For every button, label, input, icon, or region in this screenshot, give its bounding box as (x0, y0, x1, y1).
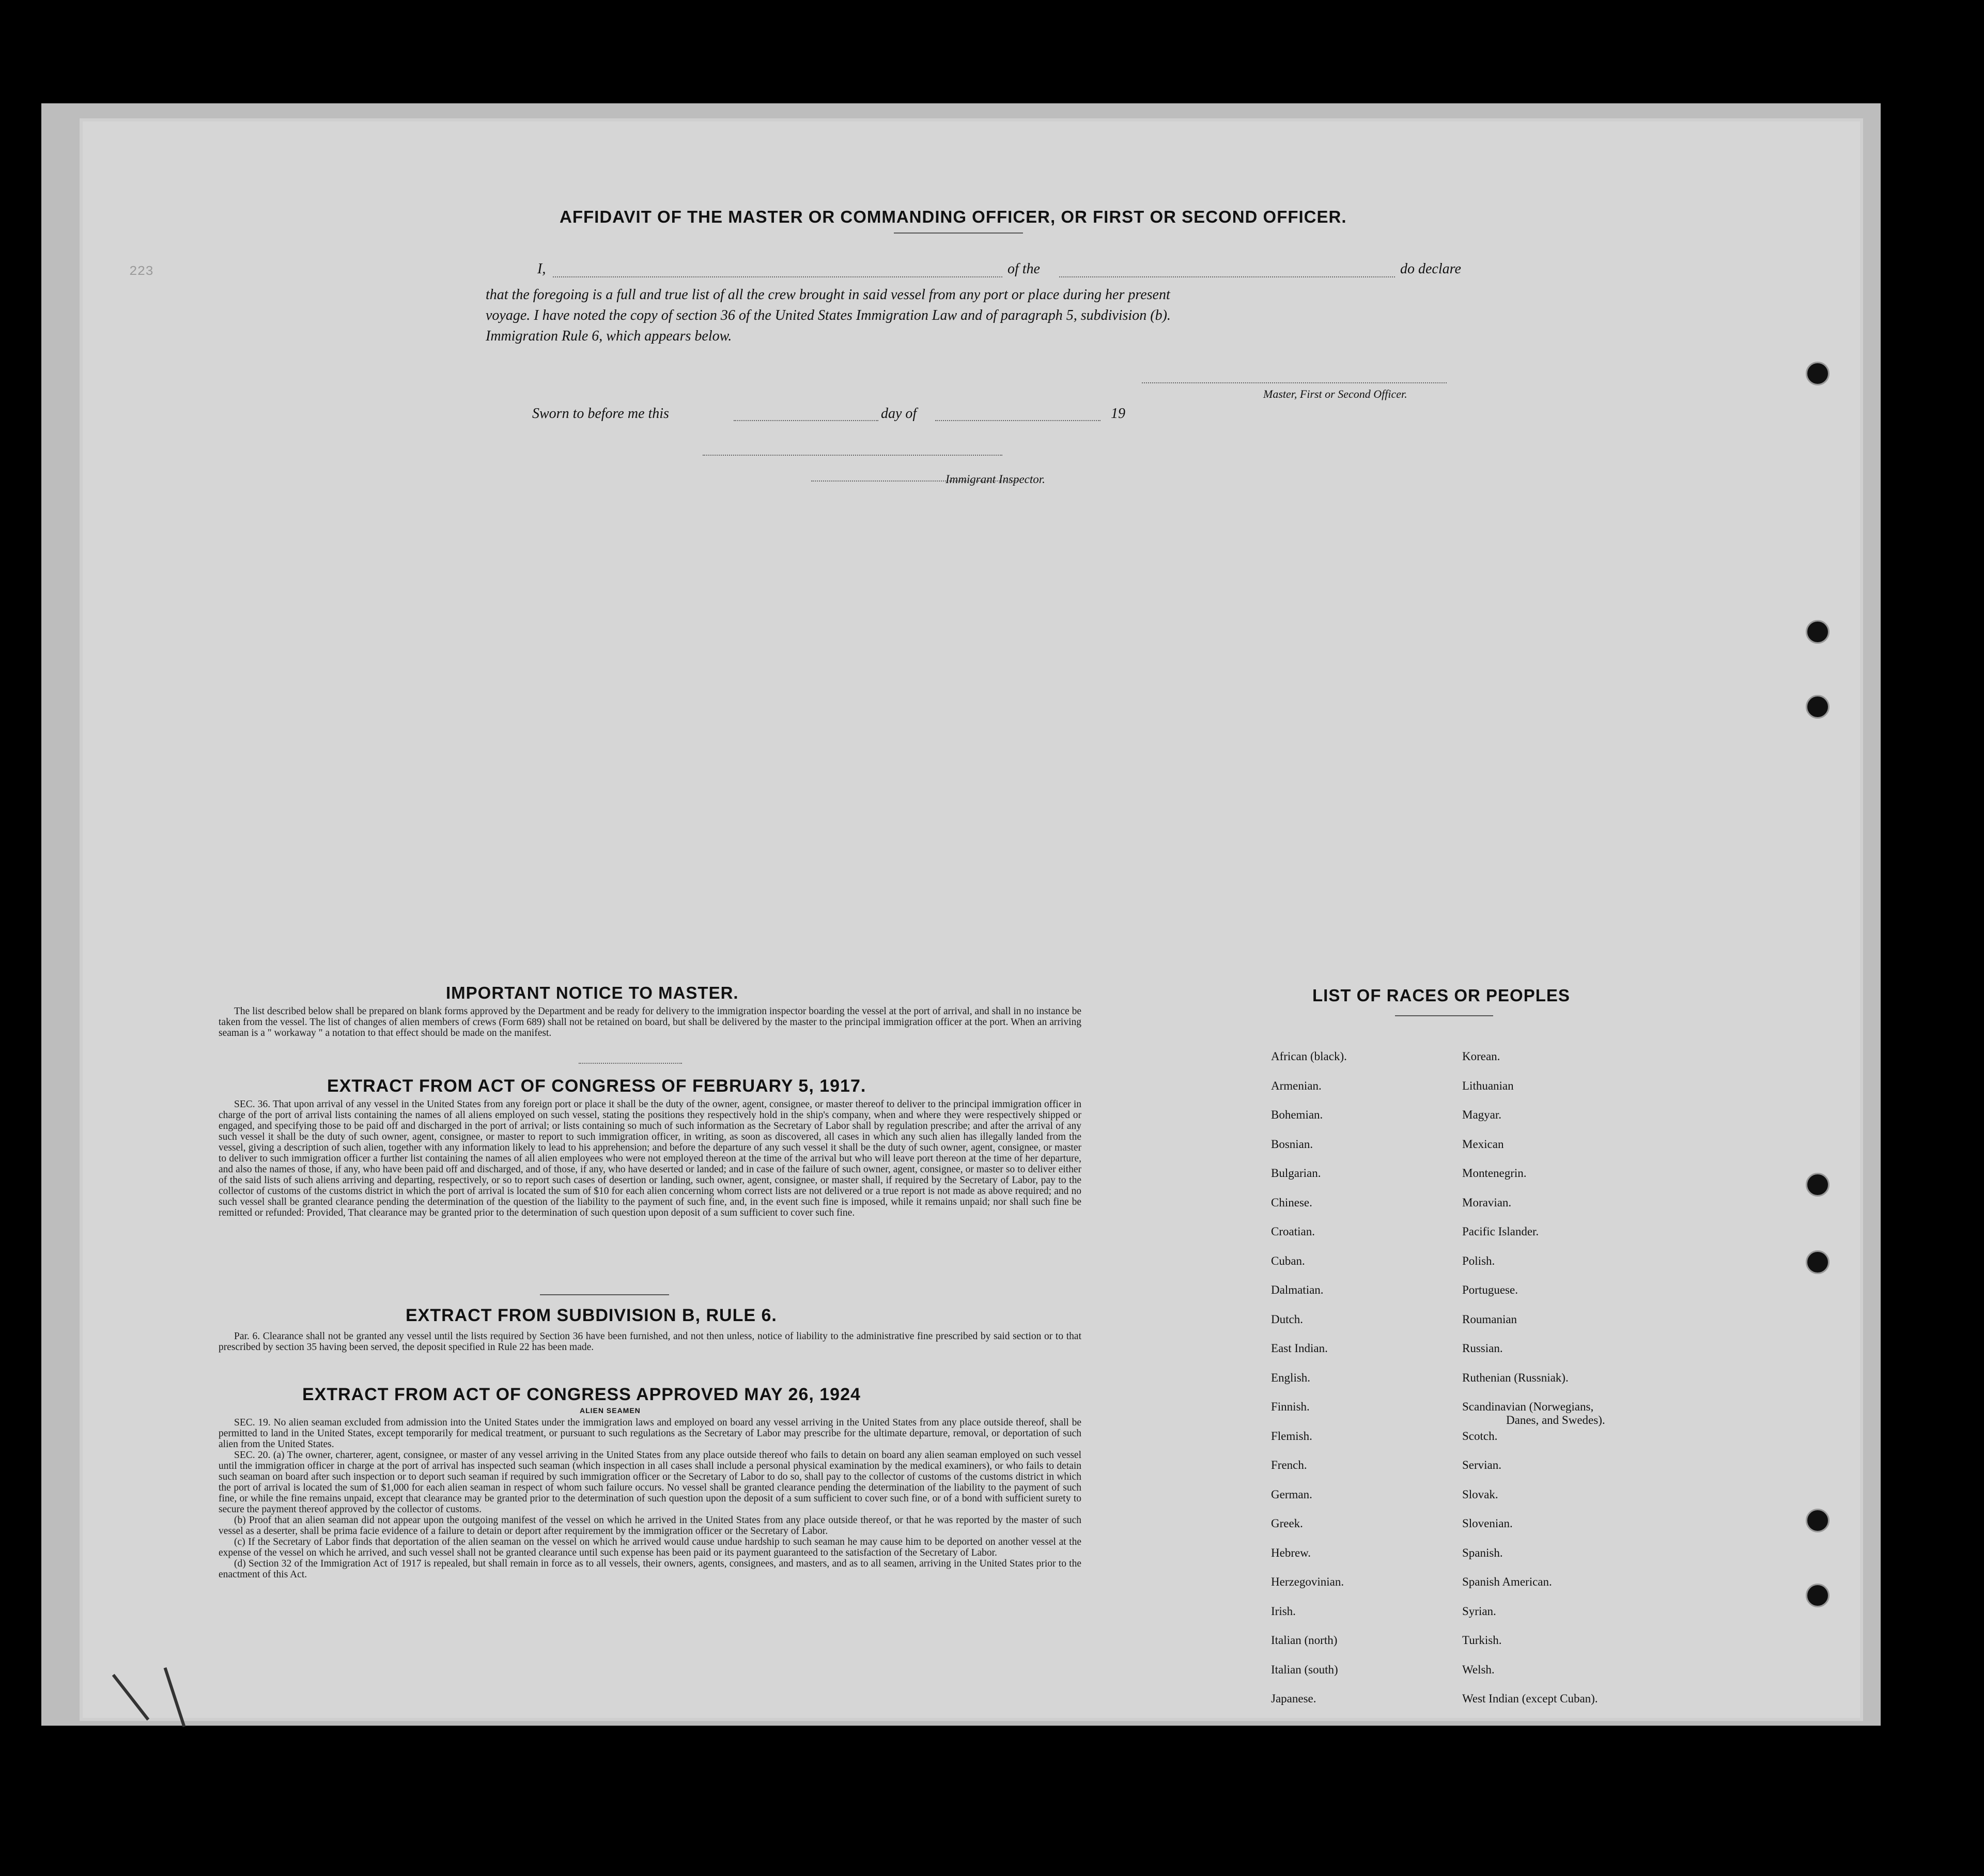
master-name-line[interactable] (553, 276, 1002, 277)
race-item: Ruthenian (Russniak). (1462, 1371, 1569, 1384)
extract-rule6-title: EXTRACT FROM SUBDIVISION B, RULE 6. (406, 1306, 777, 1325)
document-page (83, 121, 1860, 1718)
vessel-name-line[interactable] (1059, 276, 1395, 277)
notice-text: The list described below shall be prepared on blank forms approved by the Department and be ready for delivery to the immigration inspector boarding the vessel at the port of arrival, and shall in no instance be taken from the vessel. The list of changes of alien members of crews (Form 689) shall not be retained on board, but shall be delivered by the master to the principal immigration officer at the port. When an arriving seaman is a " workaway " a notation to that effect should be made on the manifest. (219, 1006, 1081, 1038)
race-item: Armenian. (1271, 1079, 1322, 1092)
race-item-continuation: Danes, and Swedes). (1506, 1414, 1605, 1427)
affidavit-of-the-label: of the (1008, 261, 1040, 277)
race-item: English. (1271, 1371, 1311, 1384)
race-item: German. (1271, 1487, 1312, 1501)
race-item: Magyar. (1462, 1108, 1502, 1121)
race-item: Chinese. (1271, 1196, 1312, 1209)
race-item: Russian. (1462, 1342, 1503, 1355)
extract-1924-text: SEC. 19. No alien seaman excluded from admission into the United States under the immigration laws and employed on board any vessel arriving in the United States from any place outside thereof, shall be permitted to land in the United States, except temporarily for medical treatment, or pursuant to such regulations as the Secretary of Labor may prescribe for the ultimate departure, removal, or deportation of such alien from the United States. SEC. 20. (a) The owner, charterer, agent, consignee, or master of any vessel arriving in the United States from any place outside thereof who fails to detain on board any alien seaman employed on such vessel until the immigration officer in charge at the port of arrival has inspected such seaman (which inspection in all cases shall include a personal physical examination by the medical examiners), or who fails to detain such seaman on board after such inspection or to deport such seaman if required by such immigration officer or the Secretary of Labor to do so, shall pay to the collector of customs of the customs district in which the port of arrival is located the sum of $1,000 for each alien seaman in respect of whom such failure occurs. No vessel shall be granted clearance pending the determination of the liability to the payment of such fine, or while the fine remains unpaid, except that clearance may be granted prior to the determination of such question upon the deposit of a sum sufficient to cover such fine, or of a bond with sufficient surety to secure the payment thereof approved by the collector of customs. (b) Proof that an alien seaman did not appear upon the outgoing manifest of the vessel on which he arrived in the United States from any place outside thereof, or that he was reported by the master of such vessel as a deserter, shall be prima facie evidence of a failure to detain or deport after requirement by the immigration officer or the Secretary of Labor. (c) If the Secretary of Labor finds that deportation of the alien seaman on the vessel on which he arrived would cause undue hardship to such seaman he may cause him to be deported on another vessel at the expense of the vessel on which he arrived, and such vessel shall not be granted clearance until such expense has been paid or its payment guaranteed to the satisfaction of the Secretary of Labor. (d) Section 32 of the Immigration Act of 1917 is repealed, but shall remain in force as to all vessels, their owners, agents, consignees, and masters, and as to all seamen, arriving in the United States prior to the enactment of this Act. (219, 1417, 1081, 1580)
affidavit-statement-1: that the foregoing is a full and true list of all the crew brought in said vessel from any port or place during her present (486, 287, 1170, 303)
race-item: Polish. (1462, 1254, 1495, 1267)
race-item: Spanish. (1462, 1546, 1503, 1559)
sworn-label: Sworn to before me this (532, 406, 669, 422)
race-item: Irish. (1271, 1604, 1296, 1618)
sworn-month-line[interactable] (935, 420, 1100, 421)
race-item: Spanish American. (1462, 1575, 1552, 1588)
race-item: Croatian. (1271, 1225, 1315, 1238)
race-item: Scandinavian (Norwegians, (1462, 1400, 1594, 1413)
punch-hole-icon (1806, 1509, 1830, 1532)
race-item: Herzegovinian. (1271, 1575, 1344, 1588)
year-prefix: 19 (1111, 406, 1125, 422)
extract-rule6-text: Par. 6. Clearance shall not be granted any vessel until the lists required by Section 36 have been furnished, and not then unless, notice of liability to the administrative fine prescribed by said section or to that prescribed by section 35 having been served, the deposit specified in Rule 22 has been made. (219, 1331, 1081, 1353)
inspector-signature-line[interactable] (703, 455, 1002, 456)
punch-hole-icon (1806, 1173, 1830, 1197)
race-item: Italian (south) (1271, 1663, 1338, 1676)
races-title: LIST OF RACES OR PEOPLES (1312, 986, 1570, 1005)
extract-1917-title: EXTRACT FROM ACT OF CONGRESS OF FEBRUARY 5, 1917. (327, 1076, 866, 1096)
race-item: Bulgarian. (1271, 1167, 1321, 1180)
notice-separator (579, 1063, 682, 1064)
punch-hole-icon (1806, 620, 1830, 644)
race-item: African (black). (1271, 1050, 1347, 1063)
race-item: Slovak. (1462, 1487, 1498, 1501)
race-item: Montenegrin. (1462, 1167, 1527, 1180)
races-left-column (1271, 1042, 1347, 1714)
extract-1917-text: SEC. 36. That upon arrival of any vessel in the United States from any foreign port or place it shall be the duty of the owner, agent, consignee, or master thereof to deliver to the principal immigration officer in charge of the port of arrival lists containing the names of all aliens employed on such vessel, stating the positions they respectively hold in the ship's company, when and where they were respectively shipped or engaged, and specifying those to be paid off and discharged in the port of arrival; or lists containing so much of such information as the Secretary of Labor shall by regulation prescribe; and after the arrival of any such vessel it shall be the duty of such owner, agent, consignee, or master to report to such immigration officer, in writing, as soon as discovered, all cases in which any such alien has illegally landed from the vessel, giving a description of such alien, together with any information likely to lead to his apprehension; and before the departure of any such vessel it shall be the duty of such owner, agent, consignee, or master to deliver to such immigration officer a further list containing the names of all alien employees who were not employed thereon at the time of the arrival but who will leave port thereon at the time of her departure, and also the names of those, if any, who have been paid off and discharged, and of those, if any, who have deserted or landed; and in case of the failure of such owner, agent, consignee, or master so to deliver either of the said lists of such aliens arriving and departing, respectively, or so to report such cases of desertion or landing, such owner, agent, consignee, or master shall, if required by the Secretary of Labor, pay to the collector of customs of the customs district in which the port of arrival is located the sum of $10 for each alien concerning whom correct lists are not delivered or a true report is not made as above required; and no such vessel shall be granted clearance pending the determination of the question of the liability to the payment of such fine, and, in the event such fine is imposed, while it remains unpaid; nor shall such fine be remitted or refunded: Provided, That clearance may be granted prior to the determination of such question upon deposit of a sum sufficient to cover such fine. (219, 1099, 1081, 1218)
race-item: Cuban. (1271, 1254, 1305, 1267)
race-item: Japanese. (1271, 1692, 1316, 1705)
punch-hole-icon (1806, 1250, 1830, 1274)
race-item: Roumanian (1462, 1312, 1517, 1326)
race-item: Servian. (1462, 1459, 1502, 1471)
race-item: Finnish. (1271, 1400, 1310, 1413)
race-item: Turkish. (1462, 1634, 1502, 1647)
race-item: Bosnian. (1271, 1137, 1313, 1151)
title-rule (894, 232, 1023, 234)
extract-1924-title: EXTRACT FROM ACT OF CONGRESS APPROVED MAY 26, 1924 (302, 1385, 861, 1404)
race-item: West Indian (except Cuban). (1462, 1692, 1598, 1705)
handwritten-mark (112, 1674, 149, 1720)
race-item: Scotch. (1462, 1429, 1498, 1443)
races-rule (1395, 1015, 1493, 1016)
affidavit-statement-3: Immigration Rule 6, which appears below. (486, 328, 732, 344)
signature-line[interactable] (1142, 382, 1447, 383)
races-right-column (1462, 1042, 1598, 1714)
race-item: Bohemian. (1271, 1108, 1323, 1121)
affidavit-i-label: I, (537, 261, 546, 277)
race-item: Slovenian. (1462, 1517, 1513, 1530)
day-of-label: day of (881, 406, 917, 422)
page-number: 223 (129, 263, 153, 279)
race-item: Flemish. (1271, 1429, 1312, 1443)
race-item: Mexican (1462, 1137, 1504, 1151)
notice-title: IMPORTANT NOTICE TO MASTER. (446, 983, 739, 1002)
race-item: Moravian. (1462, 1196, 1512, 1209)
race-item: Greek. (1271, 1517, 1303, 1530)
extract-1924-subtitle: ALIEN SEAMEN (580, 1406, 641, 1415)
punch-hole-icon (1806, 695, 1830, 719)
affidavit-do-declare: do declare (1400, 261, 1461, 277)
race-item: Welsh. (1462, 1663, 1495, 1676)
race-item: Hebrew. (1271, 1546, 1311, 1559)
signature-label: Master, First or Second Officer. (1263, 387, 1407, 400)
race-item: East Indian. (1271, 1342, 1328, 1355)
race-item: Syrian. (1462, 1604, 1496, 1618)
race-item: Pacific Islander. (1462, 1225, 1539, 1238)
race-item: Lithuanian (1462, 1079, 1514, 1092)
extract-1917-rule (540, 1294, 669, 1295)
race-item: Italian (north) (1271, 1634, 1338, 1647)
race-item: Korean. (1462, 1050, 1500, 1063)
affidavit-statement-2: voyage. I have noted the copy of section 36 of the United States Immigration Law and of paragraph 5, subdivision (b). (486, 307, 1171, 323)
race-item: Dutch. (1271, 1312, 1303, 1326)
punch-hole-icon (1806, 1584, 1830, 1607)
sworn-day-line[interactable] (734, 420, 878, 421)
inspector-label: Immigrant Inspector. (946, 473, 1045, 486)
race-item: Dalmatian. (1271, 1283, 1324, 1296)
race-item: French. (1271, 1459, 1307, 1471)
race-item: Portuguese. (1462, 1283, 1518, 1296)
affidavit-title: AFFIDAVIT OF THE MASTER OR COMMANDING OFFICER, OR FIRST OR SECOND OFFICER. (560, 207, 1347, 226)
punch-hole-icon (1806, 362, 1830, 385)
